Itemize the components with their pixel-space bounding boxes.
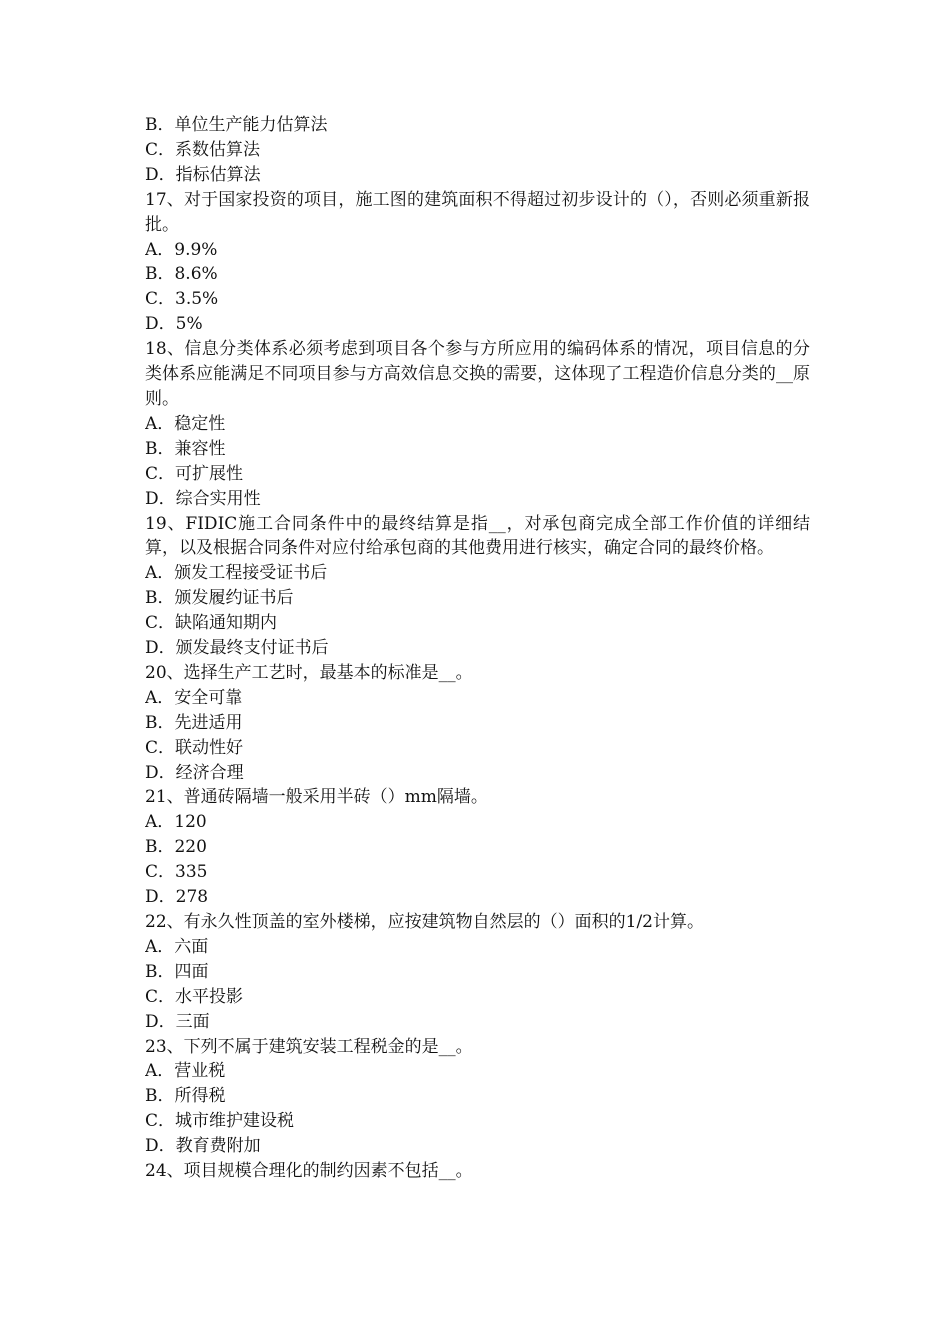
option-b-q16: B．单位生产能力估算法 [145,115,328,135]
option-c-q22: C．水平投影 [145,986,244,1007]
option-a-q17: A．9.9% [145,239,218,260]
option-a-q23: A．营业税 [145,1061,226,1082]
question-17: 17、对于国家投资的项目，施工图的建筑面积不得超过初步设计的（），否则必须重新报批。 [145,189,810,235]
option-c-q19: C．缺陷通知期内 [145,613,278,634]
option-d-q17: D．5% [145,314,203,335]
option-b-q20: B．先进适用 [145,712,243,733]
option-b-q17: B．8.6% [145,264,218,285]
question-22: 22、有永久性顶盖的室外楼梯，应按建筑物自然层的（）面积的1/2计算。 [145,912,704,932]
question-21: 21、普通砖隔墙一般采用半砖（）mm隔墙。 [145,787,488,808]
option-a-q22: A．六面 [145,936,209,957]
option-b-q18: B．兼容性 [145,438,226,459]
option-c-q18: C．可扩展性 [145,463,244,484]
option-b-q19: B．颁发履约证书后 [145,588,294,609]
question-20: 20、选择生产工艺时，最基本的标准是__。 [145,662,473,683]
option-c-q21: C．335 [145,862,208,883]
option-a-q18: A．稳定性 [145,413,226,434]
document-page [145,113,810,1184]
option-c-q17: C．3.5% [145,289,219,310]
option-d-q22: D．三面 [145,1011,210,1032]
question-18: 18、信息分类体系必须考虑到项目各个参与方所应用的编码体系的情况，项目信息的分类体系应能满足不同项目参与方高效信息交换的需要，这体现了工程造价信息分类的__原则。 [145,339,810,409]
option-d-q18: D．综合实用性 [145,488,261,509]
option-b-q21: B．220 [145,837,207,858]
option-a-q21: A．120 [145,812,207,833]
option-c-q20: C．联动性好 [145,737,244,758]
option-b-q23: B．所得税 [145,1086,226,1107]
option-a-q19: A．颁发工程接受证书后 [145,563,328,584]
option-a-q20: A．安全可靠 [145,687,243,708]
option-b-q22: B．四面 [145,961,209,982]
option-c-q23: C．城市维护建设税 [145,1111,295,1132]
option-d-q21: D．278 [145,887,209,908]
question-23: 23、下列不属于建筑安装工程税金的是__。 [145,1036,473,1057]
option-d-q23: D．教育费附加 [145,1136,261,1157]
question-24: 24、项目规模合理化的制约因素不包括__。 [145,1161,473,1182]
option-d-q16: D．指标估算法 [145,164,261,185]
option-d-q19: D．颁发最终支付证书后 [145,638,329,659]
question-19: 19、FIDIC施工合同条件中的最终结算是指__，对承包商完成全部工作价值的详细结算，以及根据合同条件对应付给承包商的其他费用进行核实，确定合同的最终价格。 [145,513,810,559]
option-c-q16: C．系数估算法 [145,139,261,160]
option-d-q20: D．经济合理 [145,762,244,783]
